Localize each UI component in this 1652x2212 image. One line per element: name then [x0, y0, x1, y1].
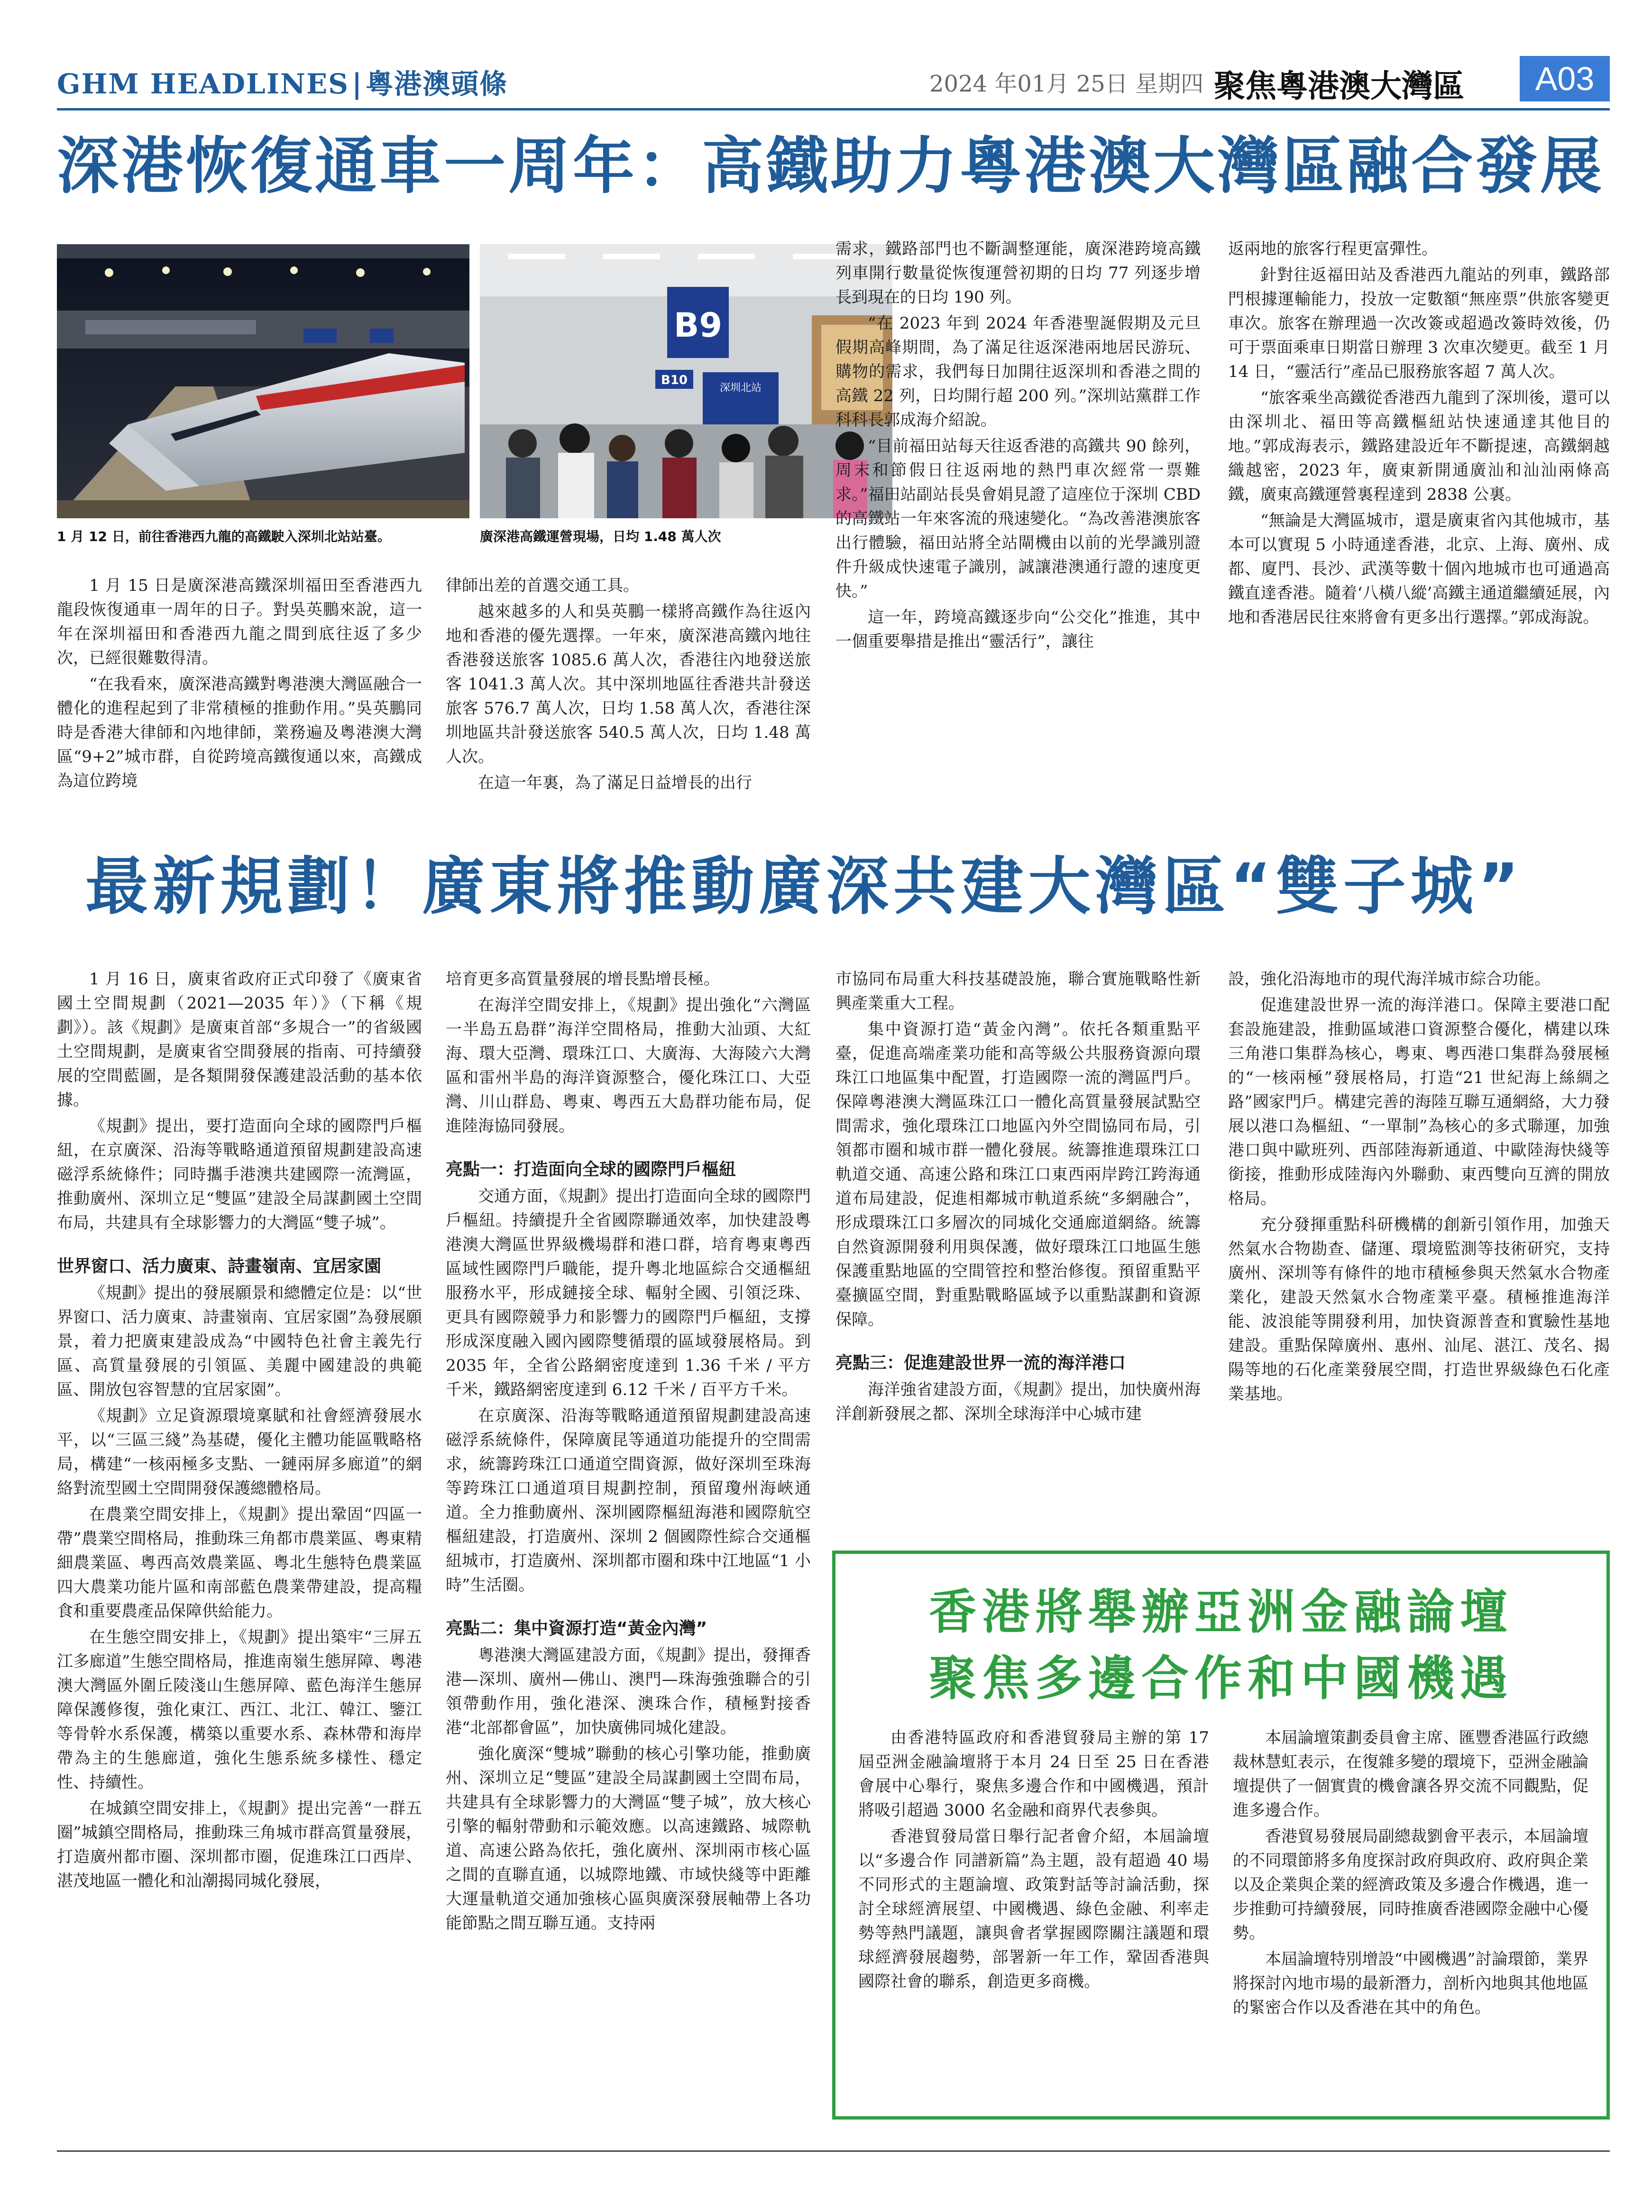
- paragraph: 海洋強省建設方面，《規劃》提出，加快廣州海洋創新發展之都、深圳全球海洋中心城市建: [835, 1380, 1201, 1423]
- article1-photo-train: [57, 244, 469, 518]
- masthead-brand: [57, 62, 508, 101]
- paragraph: 香港貿易發展局副總裁劉會平表示，本屆論壇的不同環節將多角度探討政府與政府、政府與企業以及企業與企業的經濟政策及多邊合作機遇，進一步推動可持續發展，同時推廣香港國際金融中心優勢。: [1233, 1827, 1588, 1943]
- paragraph: 交通方面，《規劃》提出打造面向全球的國際門戶樞紐。持續提升全省國際聯通效率，加快建設粵港澳大灣區世界級機場群和港口群，培育粵東粵西區域性國際門戶職能，提升粵北地區綜合交通樞紐服務水平，形成鏈接全球、輻射全國、引領泛珠、更具有國際競爭力和影響力的國際門戶樞紐，支撐形成深度融入國內國際雙循環的區域發展格局。到 2035 年，全省公路網密度達到 1.36 千米 / 平方千米，鐵路網密度達到 6.12 千米 / 百平方千米。: [446, 1187, 811, 1399]
- brand-separator: |: [352, 68, 363, 100]
- subheading: 亮點三：促進建設世界一流的海洋港口: [835, 1353, 1126, 1373]
- subheading: 亮點一：打造面向全球的國際門戶樞紐: [446, 1160, 736, 1179]
- subheading: 亮點二：集中資源打造“黃金內灣”: [446, 1619, 707, 1638]
- paragraph: 充分發揮重點科研機構的創新引領作用，加強天然氣水合物勘查、儲運、環境監測等技術研究，支持廣州、深圳等有條件的地市積極參與天然氣水合物產業化，建設天然氣水合物產業平臺。積極推進海洋能、波浪能等開發利用，加快資源普查和實驗性基地建設。重點保障廣州、惠州、汕尾、湛江、茂名、揭陽等地的石化產業發展空間，打造世界級綠色石化產業基地。: [1228, 1215, 1610, 1404]
- article1-photo-train-caption: 1 月 12 日，前往香港西九龍的高鐵駛入深圳北站站臺。: [57, 529, 391, 544]
- article3-column-1: [858, 1726, 1209, 2105]
- brand-english: GHM HEADLINES: [57, 68, 349, 100]
- paragraph: 強化廣深“雙城”聯動的核心引擎功能，推動廣州、深圳立足“雙區”建設全局謀劃國土空間布局，共建具有全球影響力的大灣區“雙子城”，放大核心引擎的輻射帶動和示範效應。以高速鐵路、城際軌道、高速公路為依托，強化廣州、深圳兩市核心區之間的直聯直通，以城際地鐵、市域快綫等中距離大運量軌道交通加強核心區與廣深發展軸帶上各功能節點之間互聯互通。支持兩: [446, 1744, 811, 1933]
- article1-column-4: [1228, 237, 1610, 820]
- article1-column-2: [446, 574, 811, 820]
- paragraph: 促進建設世界一流的海洋港口。保障主要港口配套設施建設，推動區域港口資源整合優化，構建以珠三角港口集群為核心，粵東、粵西港口集群為發展極的“一核兩極”發展格局，打造“21 世紀海上絲綢之路”國家門戶。構建完善的海陸互聯互通網絡，大力發展以港口為樞紐、“一單制”為核心的多式聯運，加強港口與中歐班列、西部陸海新通道、中歐陸海快綫等銜接，推動形成陸海內外聯動、東西雙向互濟的開放格局。: [1228, 996, 1610, 1208]
- article1-photo-station: [480, 244, 892, 518]
- paragraph: 《規劃》提出的發展願景和總體定位是：以“世界窗口、活力廣東、詩畫嶺南、宜居家園”為發展願景，着力把廣東建設成為“中國特色社會主義先行區、高質量發展的引領區、美麗中國建設的典範區、開放包容智慧的宜居家園”。: [57, 1284, 422, 1399]
- paragraph: “在我看來，廣深港高鐵對粵港澳大灣區融合一體化的進程起到了非常積極的推動作用。”吳英鵬同時是香港大律師和內地律師，業務遍及粵港澳大灣區“9+2”城市群，自從跨境高鐵復通以來，高鐵成為這位跨境: [57, 675, 422, 790]
- paragraph: 在城鎮空間安排上，《規劃》提出完善“一群五圈”城鎮空間格局，推動珠三角城市群高質量發展，打造廣州都市圈、深圳都市圈，促進珠江口西岸、湛茂地區一體化和汕潮揭同城化發展，: [57, 1799, 422, 1891]
- paragraph: 律師出差的首選交通工具。: [446, 576, 639, 595]
- paragraph: 設，強化沿海地市的現代海洋城市綜合功能。: [1228, 970, 1551, 989]
- paragraph: 在生態空間安排上，《規劃》提出築牢“三屏五江多廊道”生態空間格局，推進南嶺生態屏障、粵港澳大灣區外圍丘陵淺山生態屏障、藍色海洋生態屏障保護修復，強化東江、西江、北江、韓江、鑒江等骨幹水系保護，構築以重要水系、森林帶和海岸帶為主的生態廊道，強化生態系統多樣性、穩定性、持續性。: [57, 1628, 422, 1792]
- paragraph: 在海洋空間安排上，《規劃》提出強化“六灣區一半島五島群”海洋空間格局，推動大汕頭、大紅海、環大亞灣、環珠江口、大廣海、大海陵六大灣區和雷州半島的海洋資源整合，優化珠江口、大亞灣、川山群島、粵東、粵西五大島群功能布局，促進陸海協同發展。: [446, 996, 811, 1136]
- paragraph: “旅客乘坐高鐵從香港西九龍到了深圳後，還可以由深圳北、福田等高鐵樞紐站快速通達其他目的地。”郭成海表示，鐵路建設近年不斷提速，高鐵網越織越密，2023 年，廣東新開通廣汕和汕汕兩條高鐵，廣東高鐵運營裏程達到 2838 公裏。: [1228, 388, 1610, 504]
- paragraph: 1 月 16 日，廣東省政府正式印發了《廣東省國土空間規劃（2021—2035 年）》（下稱《規劃》）。該《規劃》是廣東首部“多規合一”的省級國土空間規劃，是廣東省空間發展的指南、可持續發展的空間藍圖，是各類開發保護建設活動的基本依據。: [57, 970, 422, 1110]
- paragraph: 本屆論壇特別增設“中國機遇”討論環節，業界將探討內地市場的最新潛力，剖析內地與其他地區的緊密合作以及香港在其中的角色。: [1233, 1950, 1588, 2017]
- paragraph: 粵港澳大灣區建設方面，《規劃》提出，發揮香港—深圳、廣州—佛山、澳門—珠海強強聯合的引領帶動作用，強化港深、澳珠合作，積極對接香港“北部都會區”，加快廣佛同城化建設。: [446, 1646, 811, 1737]
- paragraph: 在京廣深、沿海等戰略通道預留規劃建設高速磁浮系統條件，保障廣昆等通道功能提升的空間需求，統籌跨珠江口通道空間資源，做好深圳至珠海等跨珠江口通道項目規劃控制，預留瓊州海峽通道。全力推動廣州、深圳國際樞紐海港和國際航空樞紐建設，打造廣州、深圳 2 個國際性綜合交通樞紐城市，打造廣州、深圳都市圈和珠中江地區“1 小時”生活圈。: [446, 1406, 811, 1595]
- paragraph: 針對往返福田站及香港西九龍站的列車，鐵路部門根據運輸能力，投放一定數額“無座票”供旅客變更車次。旅客在辦理過一次改簽或超過改簽時效後，仍可于票面乘車日期當日辦理 3 次車次變更。截至 1 月 14 日，“靈活行”產品已服務旅客超 7 萬人次。: [1228, 266, 1610, 381]
- footer-rule: [57, 2150, 1610, 2152]
- article3-headline-line2: 聚焦多邊合作和中國機遇: [929, 1651, 1513, 1706]
- article2-column-3: [835, 967, 1201, 1536]
- paragraph: 培育更多高質量發展的增長點增長極。: [446, 970, 720, 989]
- paragraph: 市協同布局重大科技基礎設施，聯合實施戰略性新興產業重大工程。: [835, 970, 1201, 1013]
- article1-photo-station-caption: 廣深港高鐵運營現場，日均 1.48 萬人次: [480, 529, 721, 544]
- departure-board-label: 深圳北站: [719, 382, 762, 394]
- paragraph: “在 2023 年到 2024 年香港聖誕假期及元旦假期高峰期間，為了滿足往返深港兩地居民游玩、購物的需求，我們每日加開往返深圳和香港之間的高鐵 22 列，日均開行超 200 列。”深圳站黨群工作科科長郭成海介紹說。: [835, 314, 1201, 430]
- issue-date: 2024 年01月 25日 星期四: [929, 71, 1204, 97]
- article3-headline: [837, 1579, 1605, 1712]
- departure-board: [703, 372, 779, 424]
- paragraph: 香港貿發局當日舉行記者會介紹，本屆論壇以“多邊合作 同譜新篇”為主題，設有超過 40 場不同形式的主題論壇、政策對話等討論活動，探討全球經濟展望、中國機遇、綠色金融、利率走勢等熱門議題，讓與會者掌握國際關注議題和環球經濟發展趨勢，部署新一年工作，鞏固香港與國際社會的聯系，創造更多商機。: [858, 1827, 1209, 1991]
- paragraph: 需求，鐵路部門也不斷調整運能，廣深港跨境高鐵列車開行數量從恢復運營初期的日均 77 列逐步增長到現在的日均 190 列。: [835, 239, 1201, 307]
- article3-headline-line1: 香港將舉辦亞洲金融論壇: [929, 1584, 1513, 1640]
- article3-column-2: [1233, 1726, 1588, 2105]
- article1-headline: 深港恢復通車一周年：高鐵助力粵港澳大灣區融合發展: [57, 130, 1605, 202]
- paragraph: 本屆論壇策劃委員會主席、匯豐香港區行政總裁林慧虹表示，在復雜多變的環境下，亞洲金融論壇提供了一個實貴的機會讓各界交流不同觀點，促進多邊合作。: [1233, 1728, 1588, 1820]
- article2-headline: 最新規劃！廣東將推動廣深共建大灣區“雙子城”: [85, 850, 1524, 923]
- paragraph: 由香港特區政府和香港貿發局主辦的第 17 屆亞洲金融論壇將于本月 24 日至 25 日在香港會展中心舉行，聚焦多邊合作和中國機遇，預計將吸引超過 3000 名金融和商界代表參與。: [858, 1728, 1209, 1820]
- paragraph: 《規劃》立足資源環境稟賦和社會經濟發展水平，以“三區三綫”為基礎，優化主體功能區戰略格局，構建“一核兩極多支點、一鏈兩屏多廊道”的網絡對流型國土空間開發保護總體格局。: [57, 1406, 422, 1498]
- header-rule: [57, 108, 1610, 110]
- paragraph: 返兩地的旅客行程更富彈性。: [1228, 239, 1438, 258]
- page-number-badge: A03: [1520, 56, 1610, 101]
- paragraph: 在農業空間安排上，《規劃》提出鞏固“四區一帶”農業空間格局，推動珠三角都市農業區、粵東精細農業區、粵西高效農業區、粵北生態特色農業區四大農業功能片區和南部藍色農業帶建設，提高糧食和重要農產品保障供給能力。: [57, 1505, 422, 1621]
- subheading: 世界窗口、活力廣東、詩畫嶺南、宜居家園: [57, 1257, 382, 1276]
- paragraph: 集中資源打造“黃金內灣”。依托各類重點平臺，促進高端產業功能和高等級公共服務資源向環珠江口地區集中配置，打造國際一流的灣區門戶。保障粵港澳大灣區珠江口一體化高質量發展試點空間需求，強化環珠江口地區內外空間協同布局，引領都市圈和城市群一體化發展。統籌推進環珠江口軌道交通、高速公路和珠江口東西兩岸跨江跨海通道布局建設，促進相鄰城市軌道系統“多網融合”，形成環珠江口多層次的同城化交通廊道網絡。統籌自然資源開發利用與保護，做好環珠江口地區生態保護重點地區的空間管控和整治修復。預留重點平臺擴區空間，對重點戰略區域予以重點謀劃和資源保障。: [835, 1020, 1201, 1329]
- article1-column-1: [57, 574, 422, 820]
- paragraph: 在這一年裏，為了滿足日益增長的出行: [478, 773, 752, 792]
- brand-chinese: 粵港澳頭條: [366, 68, 508, 100]
- section-title: 聚焦粵港澳大灣區: [1214, 68, 1464, 104]
- gate-sign-b9-label: B9: [673, 306, 723, 345]
- paragraph: 這一年，跨境高鐵逐步向“公交化”推進，其中一個重要舉措是推出“靈活行”，讓往: [835, 608, 1201, 651]
- paragraph: 1 月 15 日是廣深港高鐵深圳福田至香港西九龍段恢復通車一周年的日子。對吳英鵬來說，這一年在深圳福田和香港西九龍之間到底往返了多少次，已經很難數得清。: [57, 576, 422, 668]
- station-crowd-image: [480, 244, 892, 518]
- paragraph: “無論是大灣區城市，還是廣東省內其他城市，基本可以實現 5 小時通達香港，北京、上海、廣州、成都、廈門、長沙、武漢等數十個內地城市也可通過高鐵直達香港。隨着‘八橫八縱’高鐵主通道繼續延展，內地和香港居民往來將會有更多出行選擇。”郭成海說。: [1228, 511, 1610, 627]
- paragraph: “目前福田站每天往返香港的高鐵共 90 餘列，周末和節假日往返兩地的熱門車次經常一票難求。”福田站副站長吳會娟見證了這座位于深圳 CBD 的高鐵站一年來客流的飛速變化。“為改善港澳旅客出行體驗，福田站將全站閘機由以前的光學識別證件升級成快速電子識別，誠讓港澳通行證的速度更快。”: [835, 437, 1201, 601]
- article1-column-3: [835, 237, 1201, 820]
- paragraph: 《規劃》提出，要打造面向全球的國際門戶樞紐，在京廣深、沿海等戰略通道預留規劃建設高速磁浮系統條件；同時攜手港澳共建國際一流灣區，推動廣州、深圳立足“雙區”建設全局謀劃國土空間布局，共建具有全球影響力的大灣區“雙子城”。: [57, 1117, 422, 1232]
- paragraph: 越來越多的人和吳英鵬一樣將高鐵作為往返內地和香港的優先選擇。一年來，廣深港高鐵內地往香港發送旅客 1085.6 萬人次，香港往內地發送旅客 1041.3 萬人次。其中深圳地區往香港共計發送旅客 576.7 萬人次，日均 1.58 萬人次，香港往深圳地區共計發送旅客 540.5 萬人次，日均 1.48 萬人次。: [446, 602, 811, 766]
- article2-column-2: [446, 967, 811, 2139]
- article2-column-1: [57, 967, 422, 2139]
- gate-sign-b10-label: B10: [661, 373, 688, 387]
- article2-column-4: [1228, 967, 1610, 1536]
- train-platform-image: [57, 244, 469, 518]
